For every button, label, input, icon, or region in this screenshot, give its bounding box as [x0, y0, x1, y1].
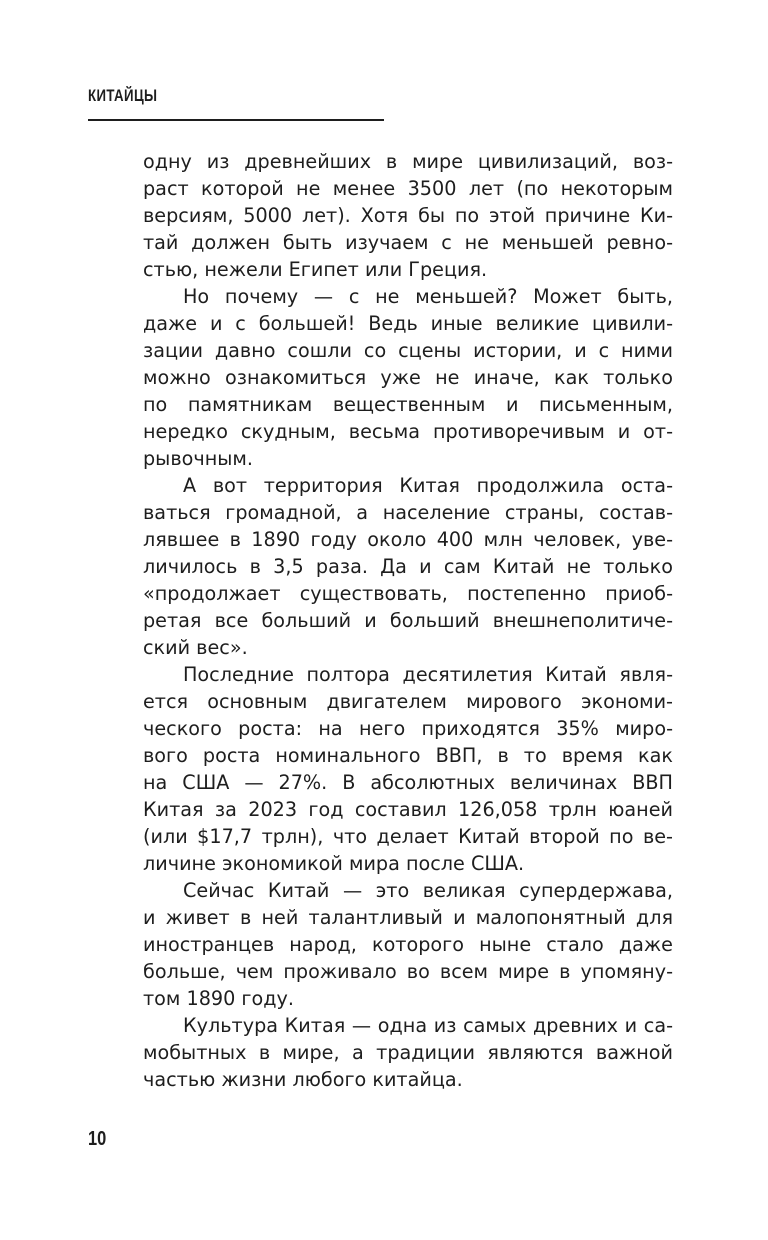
text-line: Китая за 2023 год составил 126,058 трлн юаней — [143, 798, 673, 821]
text-line: Последние полтора десятилетия Китай явля- — [183, 663, 673, 686]
text-line: больше, чем проживало во всем мире в упомяну- — [143, 960, 673, 983]
text-line: ческого роста: на него приходятся 35% миро- — [143, 717, 673, 740]
text-line: нередко скудным, весьма противоречивым и от- — [143, 420, 673, 443]
paragraph — [143, 148, 673, 283]
header-rule — [88, 119, 384, 121]
text-line: лявшее в 1890 году около 400 млн человек, уве- — [143, 528, 673, 551]
text-line: личине экономикой мира после США. — [143, 852, 525, 875]
page-number: 10 — [88, 1128, 107, 1150]
text-line: личилось в 3,5 раза. Да и сам Китай не только — [143, 555, 673, 578]
text-line: том 1890 году. — [143, 987, 294, 1010]
text-line: А вот территория Китая продолжила оста- — [183, 474, 673, 497]
text-line: (или $17,7 трлн), что делает Китай второй по ве- — [143, 825, 673, 848]
text-line: ретая все больший и больший внешнеполитиче- — [143, 609, 673, 632]
running-head: КИТАЙЦЫ — [88, 86, 158, 105]
text-line: «продолжает существовать, постепенно приоб- — [143, 582, 673, 605]
text-line: ский вес». — [143, 636, 248, 659]
text-line: версиям, 5000 лет). Хотя бы по этой причине Ки- — [143, 204, 673, 227]
text-line: раст которой не менее 3500 лет (по некоторым — [143, 177, 673, 200]
text-line: одну из древнейших в мире цивилизаций, воз- — [143, 150, 673, 173]
text-line: Сейчас Китай — это великая супердержава, — [183, 879, 673, 902]
text-line: Культура Китая — одна из самых древних и са- — [183, 1014, 673, 1037]
text-line: стью, нежели Египет или Греция. — [143, 258, 488, 281]
body-text — [143, 148, 673, 1093]
text-line: на США — 27%. В абсолютных величинах ВВП — [143, 771, 673, 794]
text-line: тай должен быть изучаем с не меньшей ревно- — [143, 231, 673, 254]
text-line: мобытных в мире, а традиции являются важной — [143, 1041, 673, 1064]
text-line: рывочным. — [143, 447, 253, 470]
paragraph — [143, 661, 673, 877]
text-line: зации давно сошли со сцены истории, и с ними — [143, 339, 673, 362]
text-line: по памятникам вещественным и письменным, — [143, 393, 673, 416]
text-line: даже и с большей! Ведь иные великие цивили- — [143, 312, 673, 335]
paragraph — [143, 283, 673, 472]
paragraph — [143, 472, 673, 661]
text-line: и живет в ней талантливый и малопонятный для — [143, 906, 673, 929]
text-line: вого роста номинального ВВП, в то время как — [143, 744, 673, 767]
text-line: ется основным двигателем мирового экономи- — [143, 690, 673, 713]
text-line: Но почему — с не меньшей? Может быть, — [183, 285, 673, 308]
text-line: ваться громадной, а население страны, состав- — [143, 501, 673, 524]
paragraph — [143, 1012, 673, 1093]
text-line: иностранцев народ, которого ныне стало даже — [143, 933, 673, 956]
text-line: частью жизни любого китайца. — [143, 1068, 463, 1091]
paragraph — [143, 877, 673, 1012]
text-line: можно ознакомиться уже не иначе, как только — [143, 366, 673, 389]
